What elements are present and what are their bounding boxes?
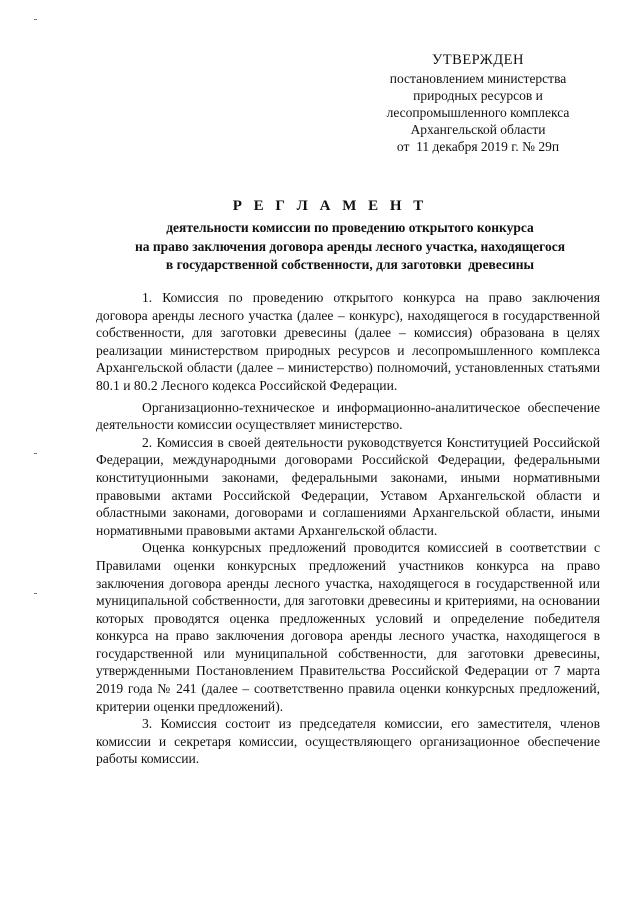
subtitle-line: деятельности комиссии по проведению открытого конкурса [166, 220, 534, 235]
paragraph-1: 1. Комиссия по проведению открытого конкурса на право заключения договора аренды лесного участка (далее – конкурс), находящегося в государственной собственности, для заготовки древесины (далее – комиссия) образована в целях реализации министерством природных ресурсов и лесопромышленного комплекса Архангельской области (далее – министерство) полномочий, установленных статьями 80.1 и 80.2 Лесного кодекса Российской Федерации. [96, 290, 600, 393]
approval-date-number: от 11 декабря 2019 г. № 29п [396, 139, 560, 154]
approval-line: постановлением министерства [389, 71, 567, 86]
scan-speck [34, 593, 37, 594]
document-title: Р Е Г Л А М Е Н Т [232, 198, 428, 214]
paragraph-evaluation: Оценка конкурсных предложений проводится комиссией в соответствии с Правилами оценки конкурсных предложений участников конкурса на право заключения договора аренды лесного участка, находящегося в государственной или муниципальной собственности, для заготовки древесины и критериями, на основании которых проводятся оценка предложенных условий и определение победителя конкурса на право заключения договора аренды лесного участка, находящегося в государственной или муниципальной собственности, для заготовки древесины, утвержденными Постановлением Правительства Российской Федерации от 7 марта 2019 года № 241 (далее – соответственно правила оценки конкурсных предложений, критерии оценки предложений). [96, 540, 600, 714]
scan-speck [34, 453, 37, 454]
document-subtitle [88, 219, 612, 275]
paragraph-support: Организационно-техническое и информационно-аналитическое обеспечение деятельности комиссии осуществляет министерство. [96, 399, 600, 433]
approval-line: природных ресурсов и [413, 88, 543, 103]
paragraph-3: 3. Комиссия состоит из председателя комиссии, его заместителя, членов комиссии и секретаря комиссии, осуществляющего организационное обеспечение работы комиссии. [96, 716, 600, 767]
approval-line: лесопромышленного комплекса [386, 105, 570, 120]
approval-title: УТВЕРЖДЕН [432, 52, 524, 68]
scan-speck [34, 19, 37, 20]
approval-line: Архангельской области [410, 122, 546, 137]
subtitle-line: в государственной собственности, для заготовки древесины [165, 257, 535, 272]
paragraph-2: 2. Комиссия в своей деятельности руководствуется Конституцией Российской Федерации, международными договорами Российской Федерации, федеральными конституционными законами, федеральными законами, иными нормативными правовыми актами Российской Федерации, Уставом Архангельской области и областными законами, договорами и соглашениями Архангельской области, иными нормативными правовыми актами Архангельской области. [96, 434, 600, 538]
document-body [96, 289, 600, 768]
subtitle-line: на право заключения договора аренды лесного участка, находящегося [134, 238, 566, 254]
approval-stamp-block [372, 52, 584, 155]
